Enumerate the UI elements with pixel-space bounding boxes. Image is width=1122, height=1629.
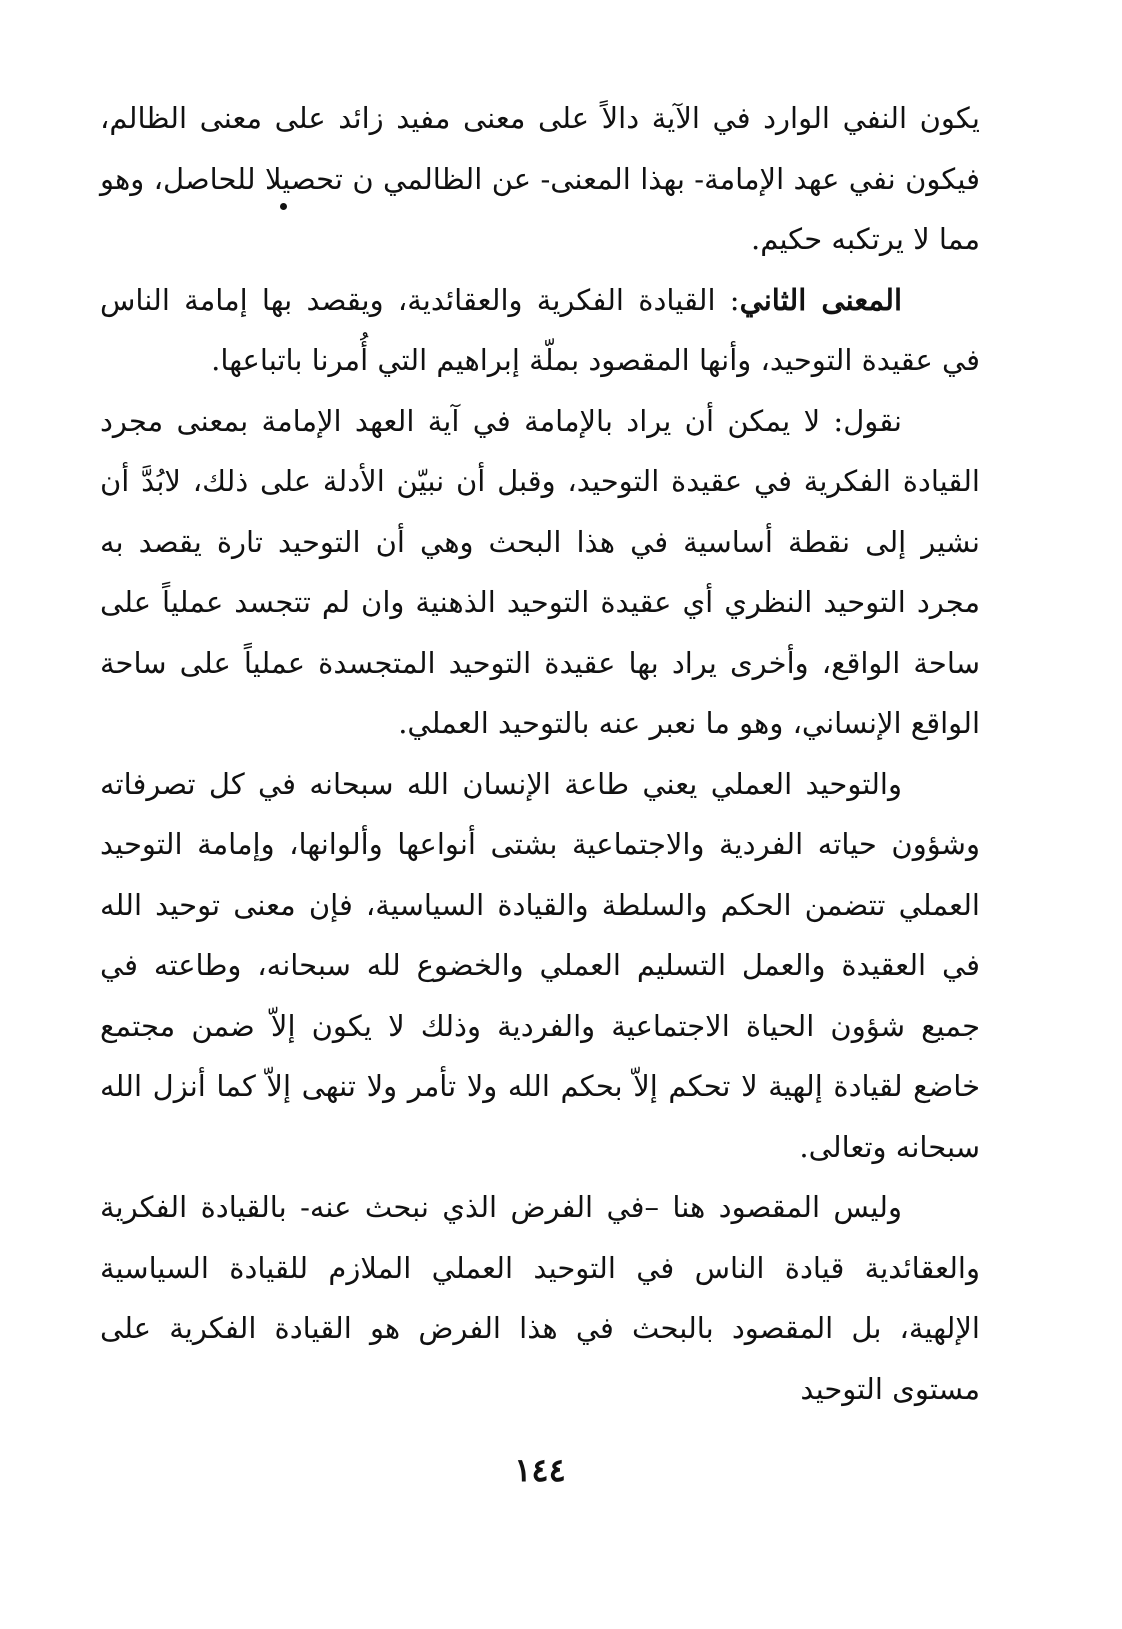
paragraph-2-text: : القيادة الفكرية والعقائدية، ويقصد بها إمامة الناس في عقيدة التوحيد، وأنها المقصود بملّة إبراهيم التي أُمرنا باتباعها. [100,282,980,377]
paragraph-4: والتوحيد العملي يعني طاعة الإنسان الله سبحانه في كل تصرفاته وشؤون حياته الفردية والاجتماعية بشتى أنواعها وألوانها، وإمامة التوحيد العملي تتضمن الحكم والسلطة والقيادة السياسية، فإن معنى توحيد الله في العقيدة والعمل التسليم العملي والخضوع لله سبحانه، وطاعته في جميع شؤون الحياة الاجتماعية والفردية وذلك لا يكون إلاّ ضمن مجتمع خاضع لقيادة إلهية لا تحكم إلاّ بحكم الله ولا تأمر ولا تنهى إلاّ كما أنزل الله سبحانه وتعالى. [100,766,980,1164]
page-number: ١٤٤ [514,1451,566,1489]
paragraph-3: نقول: لا يمكن أن يراد بالإمامة في آية العهد الإمامة بمعنى مجرد القيادة الفكرية في عقيدة التوحيد، وقبل أن نبيّن الأدلة على ذلك، لابُدَّ أن نشير إلى نقطة أساسية في هذا البحث وهي أن التوحيد تارة يقصد به مجرد التوحيد النظري أي عقيدة التوحيد الذهنية وان لم تتجسد عملياً على ساحة الواقع، وأخرى يراد بها عقيدة التوحيد المتجسدة عملياً على ساحة الواقع الإنساني، وهو ما نعبر عنه بالتوحيد العملي. [100,403,980,740]
paragraph-5: وليس المقصود هنا –في الفرض الذي نبحث عنه- بالقيادة الفكرية والعقائدية قيادة الناس في التوحيد العملي الملازم للقيادة السياسية الإلهية، بل المقصود بالبحث في هذا الفرض هو القيادة الفكرية على مستوى التوحيد [100,1190,980,1406]
ink-dot-mark [280,203,287,210]
paragraph-2 [100,270,980,391]
paragraph-2-heading: المعنى الثاني [739,282,903,317]
paragraph-1: يكون النفي الوارد في الآية دالاً على معنى مفيد زائد على معنى الظالم، فيكون نفي عهد الإمامة- بهذا المعنى- عن الظالمي ن تحصيلا للحاصل، وهو مما لا يرتكبه حكيم. [100,101,980,256]
body-text [100,88,980,1419]
